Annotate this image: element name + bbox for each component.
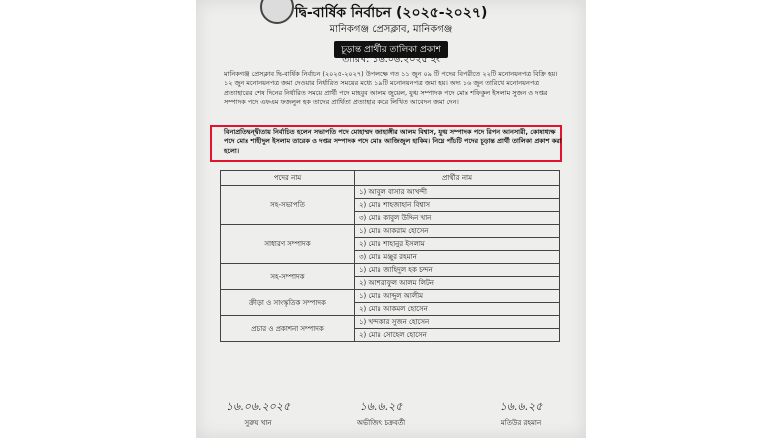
post-name: সহ-সভাপতি [221,186,355,225]
signature-2 [336,398,426,429]
table-row [221,186,560,199]
signature-1 [218,398,298,429]
signature-scribble: ১৬.৬.২৫ [499,400,543,413]
intro-paragraph: মানিকগঞ্জ প্রেসক্লাব দ্বি-বার্ষিক নির্বাচন (২০২৫-২০২৭) উপলক্ষে গত ১১ জুন ০৯ টি পদের বিপরীতে ২২টি মনোনয়নপত্র বিক্রি হয়। ১২ জুন মনোনয়নপত্র জমা দেওয়ার নির্ধারিত সময়ের মধ্যে ১৯টি মনোনয়নপত্র জমা হয়। অদ্য ১৬ জুন তারিখে মনোনয়নপত্র প্রত্যাহারের শেষ দিনের নির্ধারিত সময়ে প্রার্থী পদে মাহবুব আলম জুয়েল, যুগ্ম সম্পাদক পদে মোঃ শফিকুল ইসলাম সুজন ও দপ্তর সম্পাদক পদে এফএম ফজলুল হক তাদের প্রার্থিতা প্রত্যাহার করে লিখিত আবেদন জমা দেন। [224,70,558,107]
table-row [221,225,560,238]
candidate-name: ১) খন্দকার সুজন হোসেন [355,316,560,329]
candidate-name: ১) আবুল বাসার আখন্দী [355,186,560,199]
post-name: সাধারণ সম্পাদক [221,225,355,264]
highlighted-text: বিনাপ্রতিদ্বন্দ্বীতায় নির্বাচিত হলেন সভাপতি পদে মোহাম্মদ জাহাঙ্গীর আলম বিশ্বাস, যুগ্ম সম্পাদক পদে রিপন আনসারী, কোষাধ্যক্ষ পদে মোঃ শাহীদুল ইসলাম তারেক ও দপ্তর সম্পাদক পদে মোঃ আজিজুল হাকিম। [224,128,556,146]
table-row [221,316,560,329]
document-date: তারিখ: ১৬.০৬.২০২৫ ইং [342,54,440,65]
table-header-candidate: প্রার্থীর নাম [355,171,560,186]
highlighted-paragraph [224,128,564,156]
candidate-table [220,170,560,342]
signatory-name: অভীজিৎ চক্রবর্তী [356,419,406,427]
table-row [221,264,560,277]
candidate-name: ২) মোঃ সোহেল হোসেন [355,329,560,342]
candidate-name: ১) মোঃ জাহিদুল হক চন্দন [355,264,560,277]
candidate-name: ২) মোঃ শাহানুর ইসলাম [355,238,560,251]
document-subtitle: মানিকগঞ্জ প্রেসক্লাব, মানিকগঞ্জ [329,24,453,35]
closing-text: নিম্নে পাঁচটি পদের চূড়ান্ত প্রার্থী তালিকা প্রকাশ করা হলো। [224,137,562,155]
signatory-name: মতিউর রহমান [500,419,542,427]
table-header-post: পদের নাম [221,171,355,186]
candidate-name: ১) মোঃ আকরাম হোসেন [355,225,560,238]
candidate-name: ২) মোঃ আকমল হোসেন [355,303,560,316]
signature-scribble: ১৬.০৬.২০২৫ [225,400,291,413]
signature-3 [481,398,561,429]
post-name: ক্রীড়া ও সাংস্কৃতিক সম্পাদক [221,290,355,316]
signatory-name: সুরুয খান [244,419,272,427]
list-badge: চূড়ান্ত প্রার্থীর তালিকা প্রকাশ [334,41,448,58]
candidate-name: ২) আশরাফুল আলম লিটন [355,277,560,290]
signature-scribble: ১৬.৬.২৫ [359,400,403,413]
post-name: প্রচার ও প্রকাশনা সম্পাদক [221,316,355,342]
candidate-name: ১) মোঃ আব্দুল আলীম [355,290,560,303]
candidate-name: ৩) মোঃ মঞ্জুর রহমান [355,251,560,264]
post-name: সহ-সম্পাদক [221,264,355,290]
candidate-name: ২) মোঃ শাহজাহান বিশ্বাস [355,199,560,212]
candidate-name: ৩) মোঃ কাবুল উদ্দিন খান [355,212,560,225]
document-page [196,0,586,438]
table-row [221,290,560,303]
document-title: দ্বি-বার্ষিক নির্বাচন (২০২৫-২০২৭) [294,5,488,21]
